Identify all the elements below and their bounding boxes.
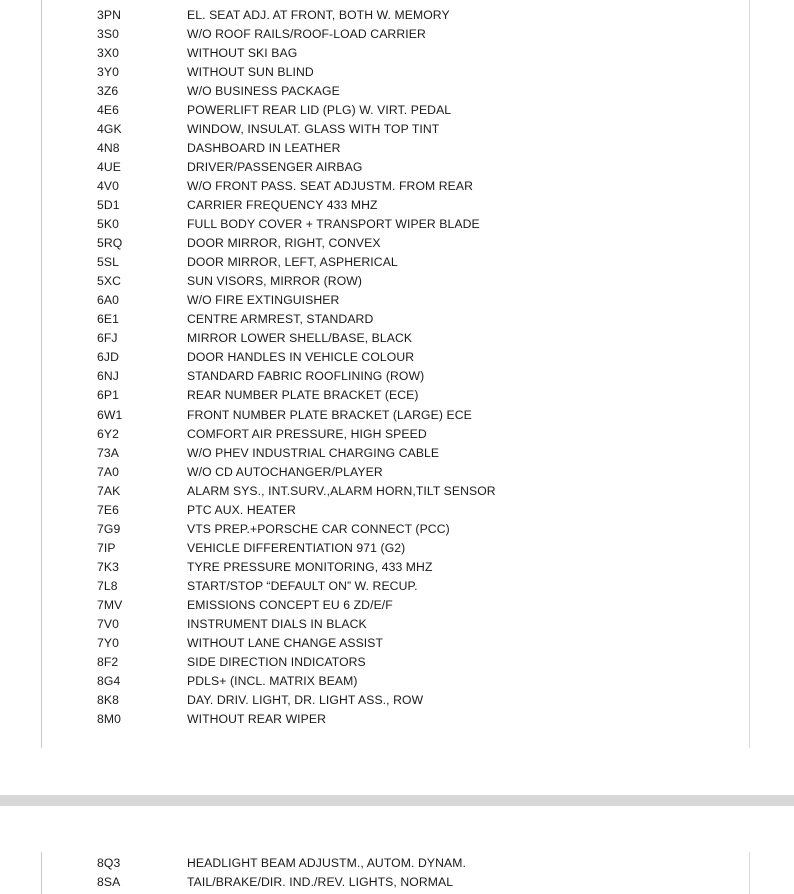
option-description: START/STOP “DEFAULT ON” W. RECUP.	[187, 578, 418, 593]
option-code: 7AK	[97, 483, 121, 498]
option-row	[0, 576, 794, 595]
document-page-2	[0, 806, 794, 894]
option-code: 5K0	[97, 217, 119, 232]
option-description: DRIVER/PASSENGER AIRBAG	[187, 159, 363, 174]
option-row	[0, 215, 794, 234]
option-description: CARRIER FREQUENCY 433 MHZ	[187, 197, 378, 212]
option-description: VEHICLE DIFFERENTIATION 971 (G2)	[187, 540, 406, 555]
option-row	[0, 672, 794, 691]
option-row	[0, 157, 794, 176]
option-row	[0, 538, 794, 557]
option-code-list	[0, 853, 794, 891]
option-row	[0, 253, 794, 272]
option-row	[0, 710, 794, 729]
option-code: 8Q3	[97, 855, 121, 870]
option-row	[0, 272, 794, 291]
option-code: 8F2	[97, 655, 119, 670]
option-description: FRONT NUMBER PLATE BRACKET (LARGE) ECE	[187, 407, 472, 422]
option-row	[0, 443, 794, 462]
option-row	[0, 234, 794, 253]
option-code: 3Y0	[97, 64, 119, 79]
option-code: 5XC	[97, 274, 122, 289]
option-code: 3X0	[97, 45, 119, 60]
option-code: 5RQ	[97, 236, 123, 251]
option-code: 4V0	[97, 178, 119, 193]
option-code: 6A0	[97, 293, 119, 308]
option-row	[0, 310, 794, 329]
option-code: 7L8	[97, 578, 118, 593]
option-code: 7IP	[97, 540, 116, 555]
option-description: WITHOUT SUN BLIND	[187, 64, 314, 79]
option-code: 3Z6	[97, 83, 119, 98]
option-row	[0, 5, 794, 24]
option-description: TAIL/BRAKE/DIR. IND./REV. LIGHTS, NORMAL	[187, 874, 454, 889]
option-description: HEADLIGHT BEAM ADJUSTM., AUTOM. DYNAM.	[187, 855, 466, 870]
option-description: W/O CD AUTOCHANGER/PLAYER	[187, 464, 383, 479]
option-code: 7K3	[97, 559, 119, 574]
option-description: WITHOUT REAR WIPER	[187, 712, 327, 727]
option-row	[0, 386, 794, 405]
option-description: POWERLIFT REAR LID (PLG) W. VIRT. PEDAL	[187, 102, 452, 117]
option-description: W/O ROOF RAILS/ROOF-LOAD CARRIER	[187, 26, 426, 41]
option-code: 6JD	[97, 350, 119, 365]
option-description: DOOR HANDLES IN VEHICLE COLOUR	[187, 350, 415, 365]
option-code: 6W1	[97, 407, 123, 422]
option-description: SUN VISORS, MIRROR (ROW)	[187, 274, 363, 289]
option-code: 4E6	[97, 102, 119, 117]
option-row	[0, 62, 794, 81]
option-description: EMISSIONS CONCEPT EU 6 ZD/E/F	[187, 597, 393, 612]
option-row	[0, 557, 794, 576]
option-description: WITHOUT SKI BAG	[187, 45, 298, 60]
option-description: W/O FIRE EXTINGUISHER	[187, 293, 340, 308]
option-row	[0, 138, 794, 157]
option-row	[0, 424, 794, 443]
option-description: WINDOW, INSULAT. GLASS WITH TOP TINT	[187, 121, 440, 136]
option-row	[0, 291, 794, 310]
option-row	[0, 595, 794, 614]
option-row	[0, 81, 794, 100]
option-row	[0, 519, 794, 538]
option-code: 4N8	[97, 140, 120, 155]
option-description: EL. SEAT ADJ. AT FRONT, BOTH W. MEMORY	[187, 7, 450, 22]
option-code: 4GK	[97, 121, 122, 136]
option-description: STANDARD FABRIC ROOFLINING (ROW)	[187, 369, 425, 384]
option-description: COMFORT AIR PRESSURE, HIGH SPEED	[187, 426, 427, 441]
option-code: 8K8	[97, 693, 119, 708]
option-description: W/O BUSINESS PACKAGE	[187, 83, 340, 98]
option-description: DAY. DRIV. LIGHT, DR. LIGHT ASS., ROW	[187, 693, 424, 708]
option-row	[0, 367, 794, 386]
option-code: 6Y2	[97, 426, 119, 441]
option-description: VTS PREP.+PORSCHE CAR CONNECT (PCC)	[187, 521, 450, 536]
option-description: PDLS+ (INCL. MATRIX BEAM)	[187, 674, 358, 689]
option-row	[0, 615, 794, 634]
option-row	[0, 24, 794, 43]
option-code: 3S0	[97, 26, 119, 41]
option-code: 6E1	[97, 312, 119, 327]
option-code: 7V0	[97, 617, 119, 632]
option-code: 6P1	[97, 388, 119, 403]
option-description: W/O PHEV INDUSTRIAL CHARGING CABLE	[187, 445, 440, 460]
option-code: 5SL	[97, 255, 119, 270]
option-code: 7E6	[97, 502, 119, 517]
option-description: INSTRUMENT DIALS IN BLACK	[187, 617, 367, 632]
option-code: 7A0	[97, 464, 119, 479]
page-separator	[0, 795, 794, 806]
option-description: FULL BODY COVER + TRANSPORT WIPER BLADE	[187, 217, 480, 232]
option-code: 5D1	[97, 197, 120, 212]
option-code: 6FJ	[97, 331, 118, 346]
option-description: DOOR MIRROR, LEFT, ASPHERICAL	[187, 255, 398, 270]
option-description: MIRROR LOWER SHELL/BASE, BLACK	[187, 331, 413, 346]
option-row	[0, 405, 794, 424]
option-description: DOOR MIRROR, RIGHT, CONVEX	[187, 236, 381, 251]
option-row	[0, 176, 794, 195]
option-description: W/O FRONT PASS. SEAT ADJUSTM. FROM REAR	[187, 178, 474, 193]
option-row	[0, 634, 794, 653]
option-code: 7MV	[97, 597, 123, 612]
option-row	[0, 119, 794, 138]
option-code: 8G4	[97, 674, 121, 689]
option-row	[0, 500, 794, 519]
option-row	[0, 43, 794, 62]
option-row	[0, 100, 794, 119]
option-code: 8M0	[97, 712, 122, 727]
option-description: SIDE DIRECTION INDICATORS	[187, 655, 366, 670]
option-description: CENTRE ARMREST, STANDARD	[187, 312, 374, 327]
option-description: REAR NUMBER PLATE BRACKET (ECE)	[187, 388, 419, 403]
option-row	[0, 691, 794, 710]
option-description: PTC AUX. HEATER	[187, 502, 296, 517]
option-code: 7G9	[97, 521, 121, 536]
option-row	[0, 653, 794, 672]
option-row	[0, 872, 794, 891]
option-row	[0, 853, 794, 872]
option-code: 3PN	[97, 7, 122, 22]
option-row	[0, 481, 794, 500]
option-code: 6NJ	[97, 369, 119, 384]
option-code: 7Y0	[97, 636, 119, 651]
option-description: ALARM SYS., INT.SURV.,ALARM HORN,TILT SENSOR	[187, 483, 496, 498]
option-row	[0, 462, 794, 481]
option-row	[0, 329, 794, 348]
option-description: TYRE PRESSURE MONITORING, 433 MHZ	[187, 559, 433, 574]
option-description: WITHOUT LANE CHANGE ASSIST	[187, 636, 384, 651]
option-row	[0, 195, 794, 214]
option-code-list	[0, 5, 794, 729]
option-row	[0, 348, 794, 367]
option-code: 8SA	[97, 874, 121, 889]
option-code: 4UE	[97, 159, 122, 174]
option-description: DASHBOARD IN LEATHER	[187, 140, 341, 155]
option-code: 73A	[97, 445, 119, 460]
